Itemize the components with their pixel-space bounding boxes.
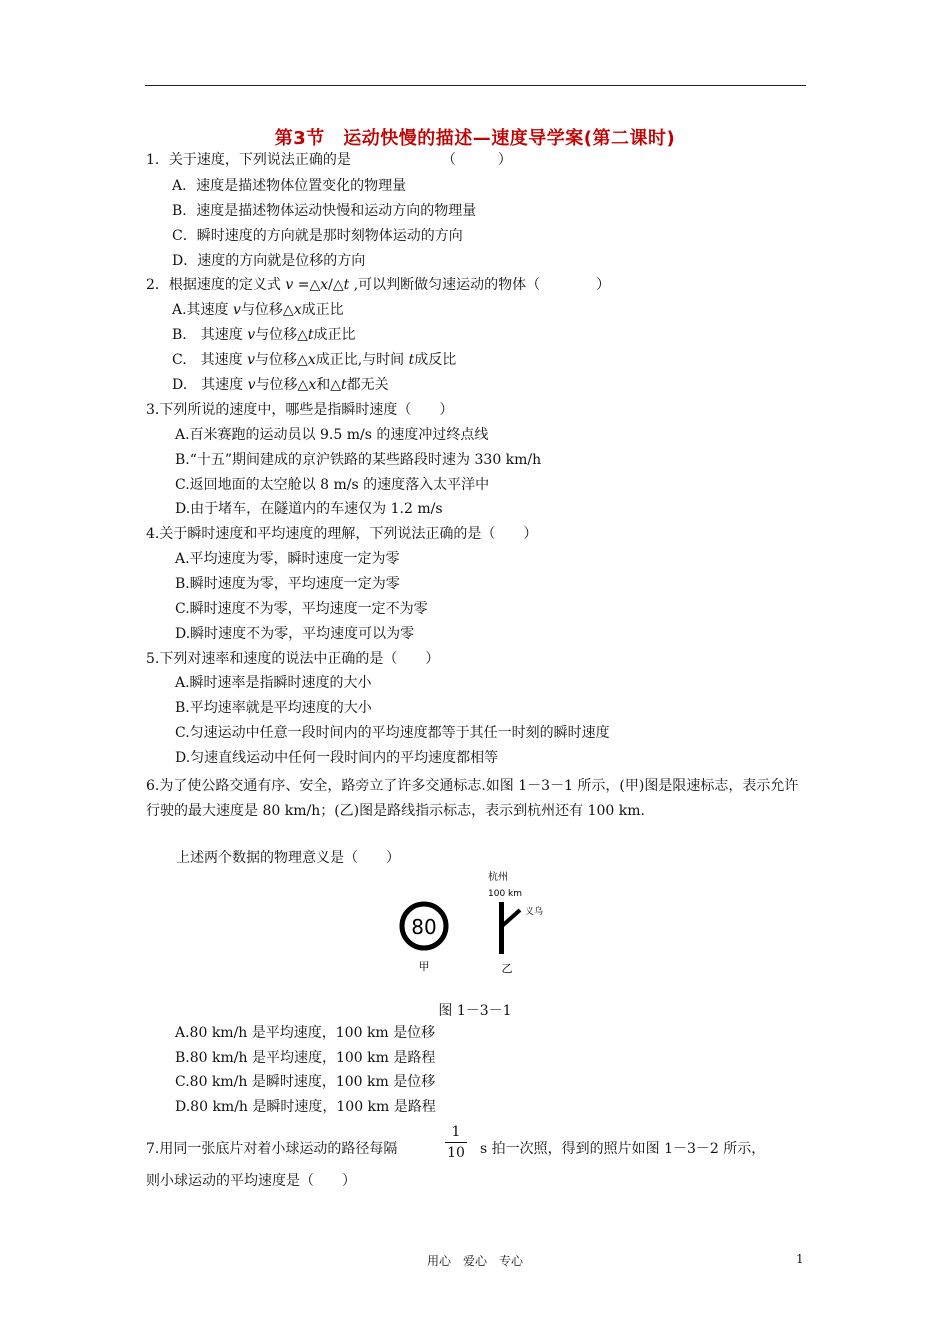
route-dest-main: 杭州: [488, 872, 508, 883]
question-5-option-c: C.匀速运动中任意一段时间内的平均速度都等于其任一时刻的瞬时速度: [175, 725, 610, 741]
header-rule: [145, 85, 806, 86]
question-2-option-a: A.其速度 v与位移△x成正比: [172, 302, 344, 318]
question-3-option-c: C.返回地面的太空舱以 8 m/s 的速度落入太平洋中: [175, 477, 490, 493]
question-1-stem: 1．关于速度，下列说法正确的是 （ ）: [146, 152, 512, 168]
label-jia: 甲: [418, 960, 430, 973]
question-6-option-b: B.80 km/h 是平均速度，100 km 是路程: [175, 1050, 436, 1066]
route-dest-distance: 100 km: [488, 889, 523, 899]
question-4-option-d: D.瞬时速度不为零，平均速度可以为零: [175, 626, 415, 642]
question-6-stem: 6.为了使公路交通有序、安全，路旁立了许多交通标志.如图 1－3－1 所示，(甲)图是限速标志，表示允许行驶的最大速度是 80 km/h；(乙)图是路线指示标志，表示到杭州还有 100 km.: [146, 778, 799, 819]
question-6-option-c: C.80 km/h 是瞬时速度，100 km 是位移: [175, 1074, 436, 1090]
question-4-option-a: A.平均速度为零，瞬时速度一定为零: [175, 551, 400, 567]
page-title: 第3节 运动快慢的描述—速度导学案(第二课时): [274, 128, 676, 149]
question-3-stem: 3.下列所说的速度中，哪些是指瞬时速度（ ）: [146, 402, 454, 418]
question-1-option-a: A．速度是描述物体位置变化的物理量: [172, 178, 407, 194]
traffic-signs-figure: [380, 868, 580, 978]
question-5-stem: 5.下列对速率和速度的说法中正确的是（ ）: [146, 651, 440, 667]
page-number: 1: [796, 1252, 804, 1266]
fraction-denominator: 10: [447, 1145, 465, 1161]
question-6-option-d: D.80 km/h 是瞬时速度，100 km 是路程: [175, 1099, 436, 1115]
question-4-option-b: B.瞬时速度为零，平均速度一定为零: [175, 576, 400, 592]
question-1-option-d: D．速度的方向就是位移的方向: [172, 253, 366, 269]
speed-limit-value: 80: [411, 915, 437, 939]
question-2-option-c: C. 其速度 v与位移△x成正比,与时间 t成反比: [172, 352, 457, 368]
label-yi: 乙: [501, 962, 513, 975]
question-2-option-d: D. 其速度 v与位移△x和△t都无关: [172, 377, 389, 393]
question-2-stem: 2．根据速度的定义式 v =△x/△t ,可以判断做匀速运动的物体（ ）: [146, 277, 611, 293]
question-4-stem: 4.关于瞬时速度和平均速度的理解，下列说法正确的是（ ）: [146, 526, 538, 542]
question-3-option-d: D.由于堵车，在隧道内的车速仅为 1.2 m/s: [175, 501, 443, 517]
question-1-option-b: B．速度是描述物体运动快慢和运动方向的物理量: [172, 203, 477, 219]
question-7-stem-a: 7.用同一张底片对着小球运动的路径每隔: [146, 1141, 398, 1157]
question-6-option-a: A.80 km/h 是平均速度，100 km 是位移: [175, 1025, 436, 1041]
question-3-option-b: B.“十五”期间建成的京沪铁路的某些路段时速为 330 km/h: [175, 452, 542, 468]
question-5-option-a: A.瞬时速率是指瞬时速度的大小: [175, 675, 372, 691]
question-3-option-a: A.百米赛跑的运动员以 9.5 m/s 的速度冲过终点线: [175, 427, 489, 443]
question-4-option-c: C.瞬时速度不为零，平均速度一定不为零: [175, 601, 428, 617]
speed-limit-sign: [402, 904, 446, 948]
fraction-numerator: 1: [451, 1124, 461, 1140]
route-dest-branch: 义乌: [525, 907, 544, 917]
question-5-option-b: B.平均速率就是平均速度的大小: [175, 700, 372, 716]
question-2-option-b: B. 其速度 v与位移△t成正比: [172, 327, 356, 343]
question-5-option-d: D.匀速直线运动中任何一段时间内的平均速度都相等: [175, 750, 499, 766]
footer-motto: 用心 爱心 专心: [426, 1254, 523, 1268]
question-1-option-c: C．瞬时速度的方向就是那时刻物体运动的方向: [172, 228, 463, 244]
fraction-one-tenth: [445, 1123, 467, 1162]
question-7-stem-c: 则小球运动的平均速度是（ ）: [146, 1173, 356, 1189]
figure-caption: 图 1－3－1: [438, 1003, 512, 1019]
question-6-sub: 上述两个数据的物理意义是（ ）: [176, 850, 400, 866]
question-7-stem-b: s 拍一次照，得到的照片如图 1－3－2 所示，: [480, 1141, 766, 1157]
route-sign: [488, 870, 543, 954]
